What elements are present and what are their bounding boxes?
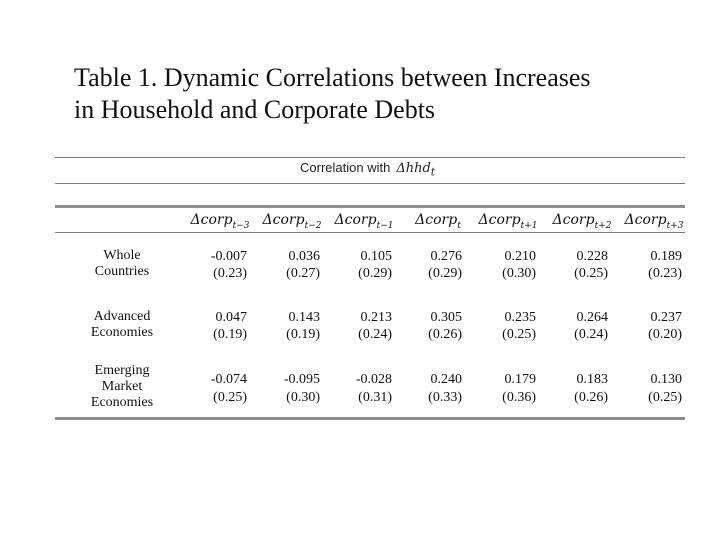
table-cell-value: 0.213 <box>360 310 392 325</box>
table-title <box>74 62 694 126</box>
top-rule <box>55 157 685 158</box>
table-cell-value: 0.179 <box>504 372 536 387</box>
column-header-subscript: t+1 <box>520 220 538 231</box>
table-cell-pvalue: (0.29) <box>428 266 462 281</box>
table-cell-pvalue: (0.24) <box>574 327 608 342</box>
table-cell-value: 0.240 <box>430 372 462 387</box>
column-header-base: Δcorp <box>334 212 377 228</box>
column-header-subscript: t−2 <box>304 220 322 231</box>
table-cell-pvalue: (0.25) <box>502 327 536 342</box>
table-cell-value: 0.130 <box>650 372 682 387</box>
column-header-subscript: t+2 <box>594 220 612 231</box>
table-cell-value: 0.189 <box>650 249 682 264</box>
table-cell-value: 0.047 <box>215 310 247 325</box>
correlation-header-variable: Δhhd$_t$ <box>396 161 436 179</box>
table-cell-pvalue: (0.27) <box>286 266 320 281</box>
row-label <box>66 309 178 341</box>
column-header-subscript: t−3 <box>232 220 250 231</box>
column-header <box>256 212 328 231</box>
column-header-subscript: t <box>457 220 461 231</box>
row-label <box>66 363 178 411</box>
table-cell-value: 0.143 <box>288 310 320 325</box>
table-cell-pvalue: (0.29) <box>358 266 392 281</box>
table-cell-value: -0.007 <box>210 249 247 264</box>
column-header <box>618 212 690 231</box>
header-rule <box>55 183 685 184</box>
table-cell-pvalue: (0.26) <box>428 327 462 342</box>
column-header <box>546 212 618 231</box>
table-cell-pvalue: (0.23) <box>213 266 247 281</box>
title-line-1: Table 1. Dynamic Correlations between Increases <box>74 63 591 92</box>
table-cell-pvalue: (0.24) <box>358 327 392 342</box>
row-label <box>66 248 178 280</box>
table-cell-value: 0.210 <box>504 249 536 264</box>
row-label-line: Economies <box>90 325 154 340</box>
column-header-base: Δcorp <box>415 212 458 228</box>
title-line-2: in Household and Corporate Debts <box>74 95 436 124</box>
column-header-base: Δcorp <box>262 212 305 228</box>
row-label-line: Whole <box>103 248 141 263</box>
table-cell-pvalue: (0.30) <box>286 390 320 405</box>
table-cell-pvalue: (0.25) <box>648 390 682 405</box>
table-cell-value: 0.264 <box>576 310 608 325</box>
column-header-bottom-rule <box>55 232 685 233</box>
table-cell-pvalue: (0.26) <box>574 390 608 405</box>
table-cell-pvalue: (0.25) <box>213 390 247 405</box>
table-cell-value: -0.028 <box>355 372 392 387</box>
table-cell-pvalue: (0.19) <box>286 327 320 342</box>
row-label-line: Market <box>101 379 143 394</box>
row-label-line: Emerging <box>94 363 150 378</box>
table-cell-value: 0.305 <box>430 310 462 325</box>
column-header-base: Δcorp <box>190 212 233 228</box>
table-cell-pvalue: (0.36) <box>502 390 536 405</box>
table-cell-pvalue: (0.19) <box>213 327 247 342</box>
column-header-base: Δcorp <box>552 212 595 228</box>
table-cell-value: 0.276 <box>430 249 462 264</box>
bottom-rule <box>55 417 685 420</box>
correlation-header <box>300 160 435 179</box>
row-label-line: Countries <box>94 264 150 279</box>
table-cell-value: 0.183 <box>576 372 608 387</box>
row-label-line: Advanced <box>93 309 151 324</box>
table-cell-value: -0.095 <box>283 372 320 387</box>
column-header <box>184 212 256 231</box>
table-cell-pvalue: (0.25) <box>574 266 608 281</box>
row-label-line: Economies <box>90 395 154 410</box>
column-header-subscript: t−1 <box>376 220 394 231</box>
table-cell-value: -0.074 <box>210 372 247 387</box>
column-header-base: Δcorp <box>624 212 667 228</box>
table-cell-pvalue: (0.31) <box>358 390 392 405</box>
table-cell-pvalue: (0.30) <box>502 266 536 281</box>
column-header <box>328 212 400 231</box>
column-header <box>472 212 544 231</box>
table-cell-pvalue: (0.33) <box>428 390 462 405</box>
table-cell-value: 0.036 <box>288 249 320 264</box>
table-cell-pvalue: (0.23) <box>648 266 682 281</box>
correlation-header-label: Correlation with <box>300 160 391 175</box>
column-header <box>402 212 474 231</box>
table-cell-value: 0.228 <box>576 249 608 264</box>
table-cell-pvalue: (0.20) <box>648 327 682 342</box>
table-cell-value: 0.235 <box>504 310 536 325</box>
column-header-subscript: t+3 <box>666 220 684 231</box>
column-header-top-rule <box>55 205 685 208</box>
column-header-base: Δcorp <box>478 212 521 228</box>
table-cell-value: 0.237 <box>650 310 682 325</box>
table-cell-value: 0.105 <box>360 249 392 264</box>
